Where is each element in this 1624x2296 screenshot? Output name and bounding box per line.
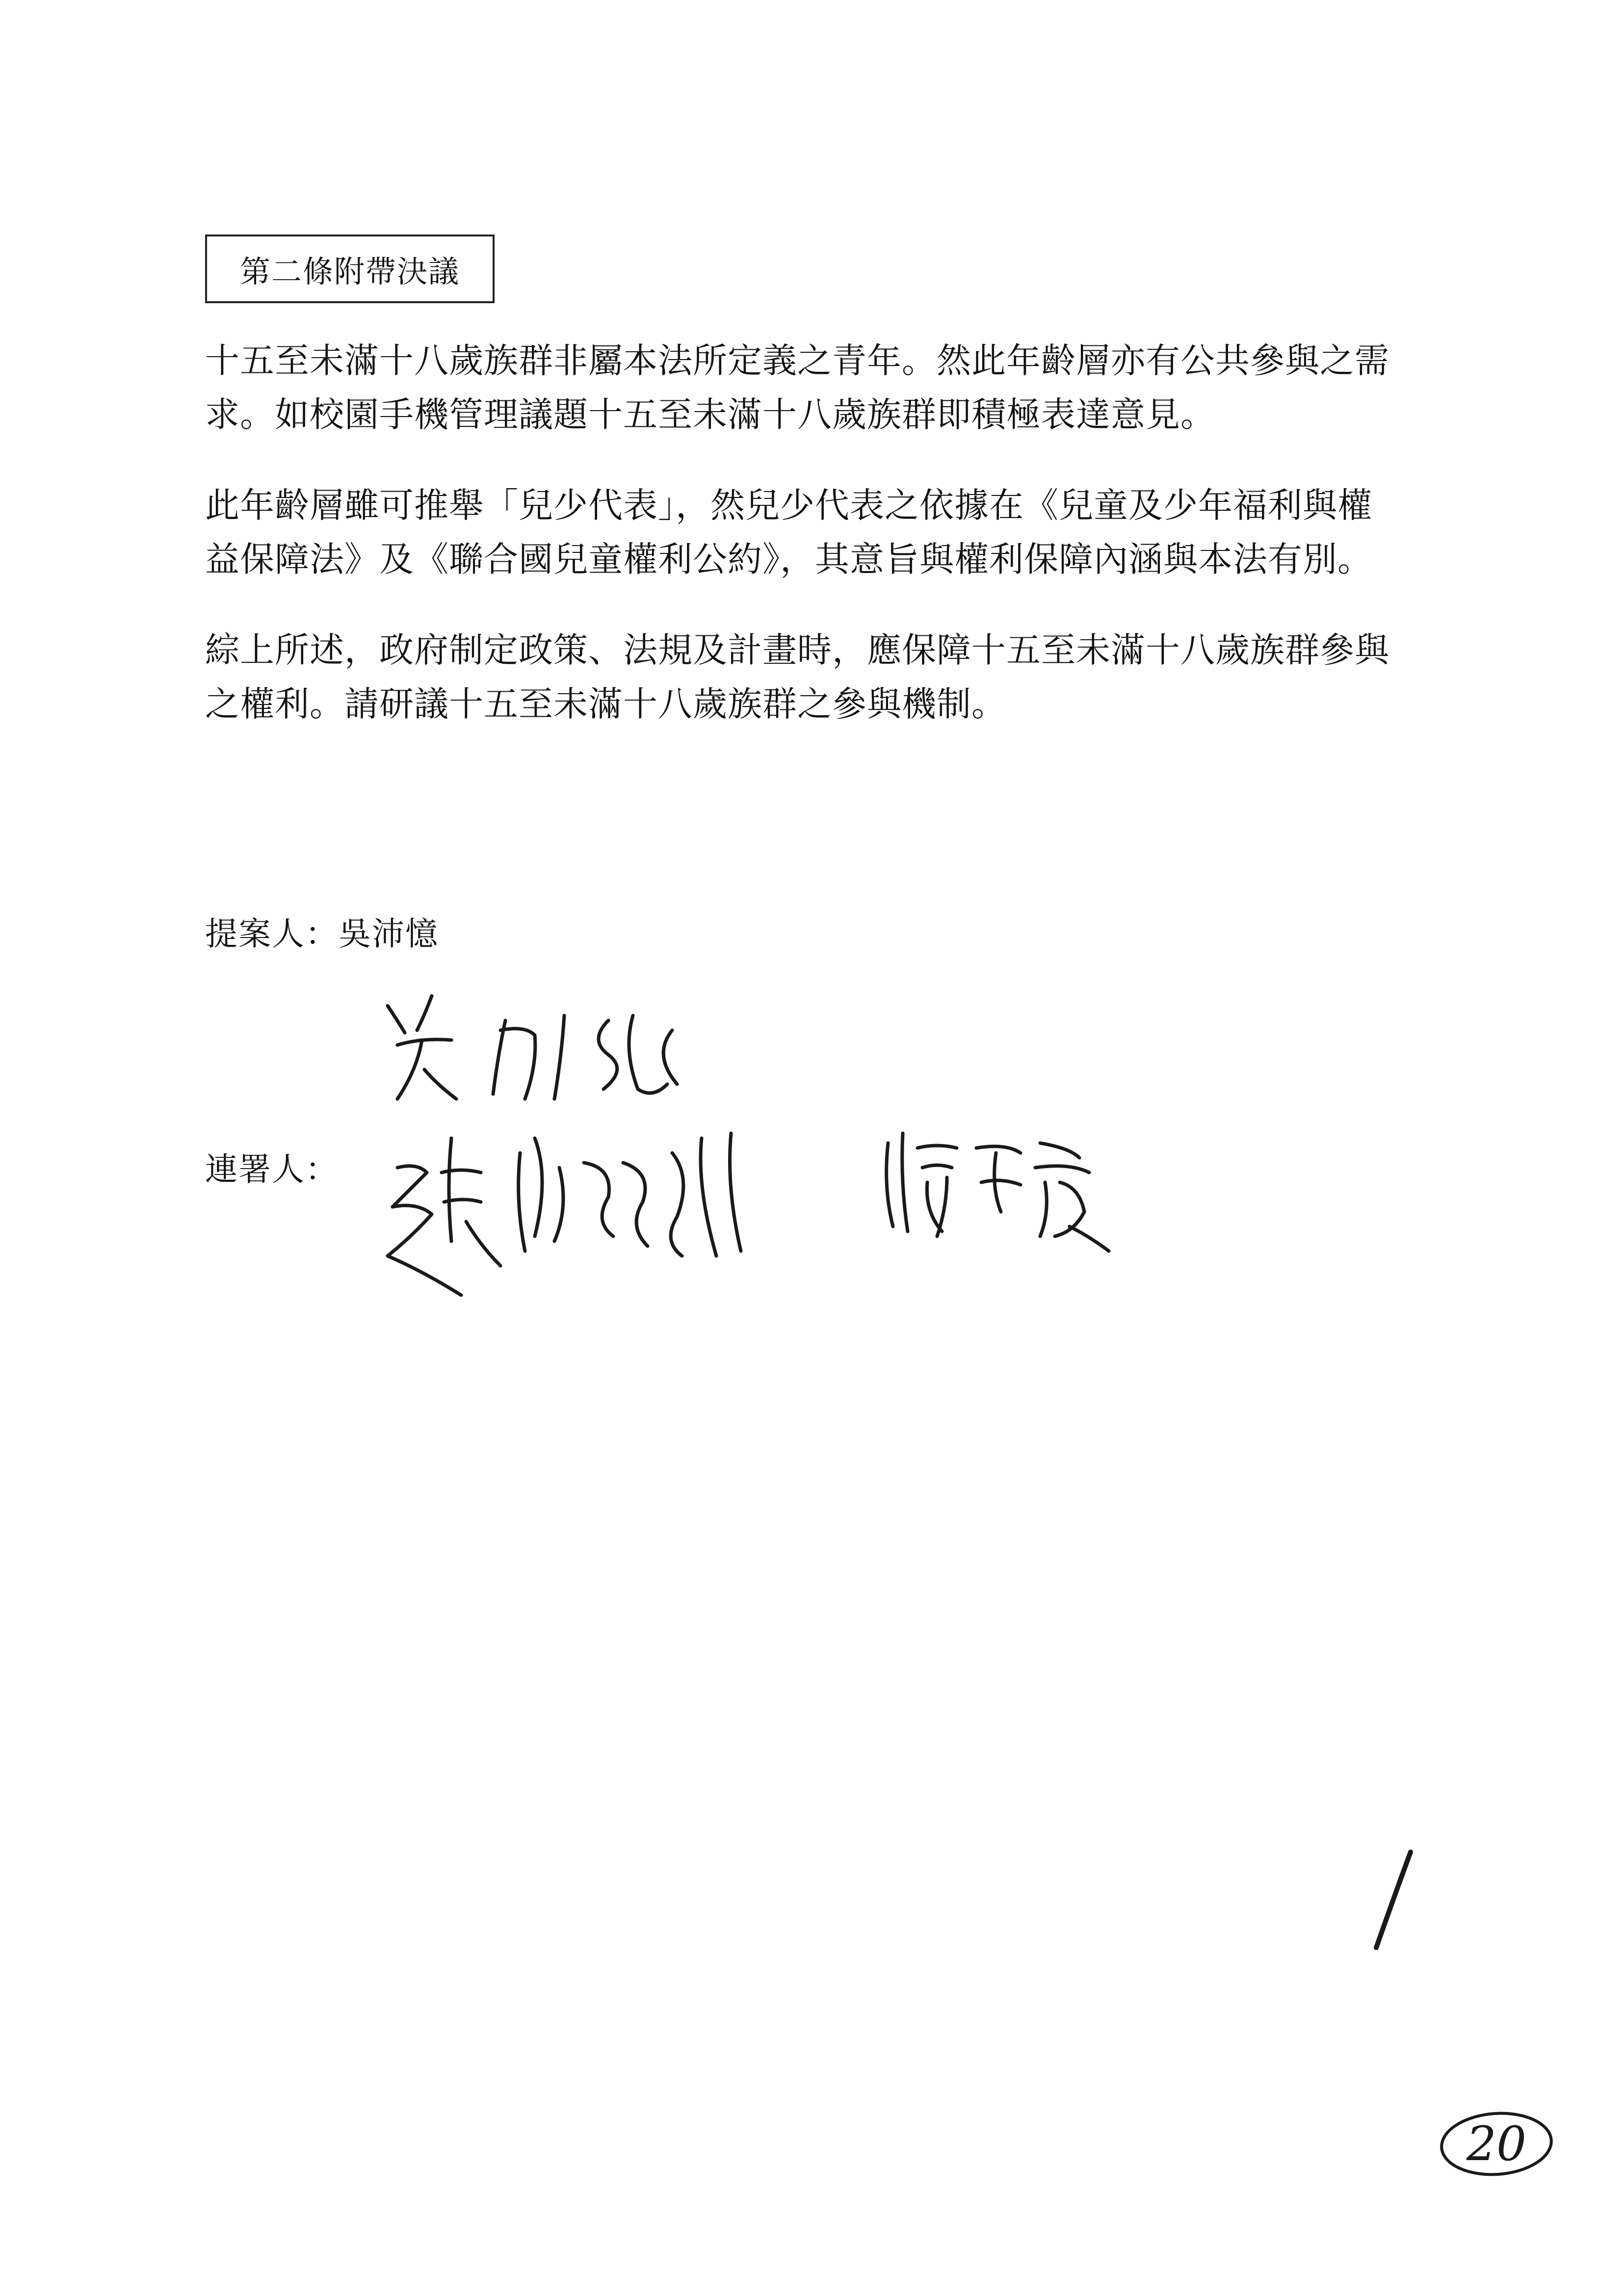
proposer-line: 提案人：吳沛憶: [205, 915, 439, 953]
paragraph-child-representative: 此年齡層雖可推舉「兒少代表」，然兒少代表之依據在《兒童及少年福利與權 益保障法》及《聯合國兒童權利公約》，其意旨與權利保障內涵與本法有別。: [205, 485, 1372, 579]
handwritten-signature-2: [378, 1109, 800, 1315]
cosigner-label: 連署人：: [205, 1150, 339, 1188]
page-number-text: 20: [1466, 2116, 1527, 2171]
paragraph-age-group: 十五至未滿十八歲族群非屬本法所定義之青年。然此年齡層亦有公共參與之需 求。如校園手機管理議題十五至未滿十八歲族群即積極表達意見。: [205, 340, 1389, 435]
handwritten-signature-3: [873, 1114, 1148, 1261]
page-number: [1438, 2105, 1555, 2183]
handwritten-mark: [1364, 1845, 1423, 1957]
paragraph-conclusion: 綜上所述，政府制定政策、法規及計畫時，應保障十五至未滿十八歲族群參與 之權利。請研議十五至未滿十八歲族群之參與機制。: [205, 630, 1389, 724]
resolution-heading: 第二條附帶決議: [205, 235, 495, 303]
